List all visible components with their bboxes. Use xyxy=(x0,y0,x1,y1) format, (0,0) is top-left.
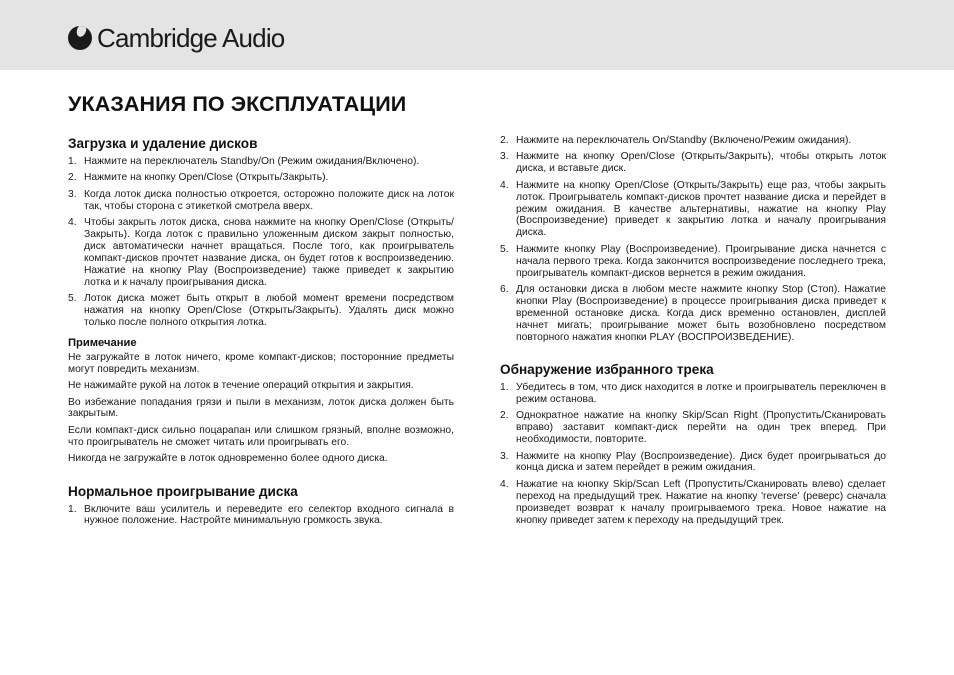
item-text: Однократное нажатие на кнопку Skip/Scan Right (Пропустить/Сканировать вправо) заставит компакт-диск перейти на один трек вперед. При необходимости, повторите. xyxy=(516,410,886,446)
item-text: Нажмите кнопку Play (Воспроизведение). Проигрывание диска начнется с начала первого трека. Когда закончится воспроизведение последнего трека, проигрыватель компакт-дисков вернется в режим ожидания. xyxy=(516,243,886,279)
item-number: 3. xyxy=(68,188,77,200)
list-item xyxy=(68,504,454,528)
item-text: Включите ваш усилитель и переведите его селектор входного сигнала в нужное положение. Настройте минимальную громкость звука. xyxy=(84,503,454,527)
item-text: Лоток диска может быть открыт в любой момент времени посредством нажатия на кнопку Open/Close (Открыть/Закрыть). Удалять диск можно только после полного открытия лотка. xyxy=(84,293,454,328)
note-paragraph: Если компакт-диск сильно поцарапан или слишком грязный, вполне возможно, что проигрыватель не сможет читать или проигрывать его. xyxy=(68,424,454,448)
list-item xyxy=(500,180,886,240)
list-item xyxy=(500,479,886,527)
list-item xyxy=(68,293,454,329)
item-number: 2. xyxy=(500,410,509,422)
item-number: 2. xyxy=(68,172,77,184)
item-number: 1. xyxy=(68,503,77,515)
item-text: Нажмите на переключатель On/Standby (Включено/Режим ожидания). xyxy=(516,135,852,146)
list-item xyxy=(500,151,886,175)
note-paragraph: Во избежание попадания грязи и пыли в механизм, лоток диска должен быть закрытым. xyxy=(68,396,454,420)
loading-steps-list xyxy=(68,156,454,329)
list-item xyxy=(68,189,454,213)
item-number: 6. xyxy=(500,283,509,295)
header-band xyxy=(0,0,954,70)
item-text: Для остановки диска в любом месте нажмите кнопку Stop (Стоп). Нажатие кнопки Play (Воспроизведение) в процессе проигрывания диска приведет к временной остановке диска. Когда диск временно остановлен, дисплей начнет мигать; проигрывание может быть возобновлено посредством повторного нажатия кнопки PLAY (ВОСПРОИЗВЕДЕНИЕ). xyxy=(516,283,886,343)
section-heading-loading: Загрузка и удаление дисков xyxy=(68,136,258,151)
page-title: УКАЗАНИЯ ПО ЭКСПЛУАТАЦИИ xyxy=(68,92,407,116)
item-number: 1. xyxy=(500,382,509,393)
left-column xyxy=(68,135,454,532)
item-number: 3. xyxy=(500,151,509,163)
item-text: Нажатие на кнопку Skip/Scan Left (Пропустить/Сканировать влево) сделает переход на предыдущий трек. Нажатие на кнопку 'reverse' (реверс) сначала произведет возврат к началу проигрываемого трека. Новое нажатие на кнопку приведет затем к переходу на предыдущий трек. xyxy=(516,478,886,526)
item-text: Убедитесь в том, что диск находится в лотке и проигрыватель переключен в режим останова. xyxy=(516,382,886,405)
item-text: Нажмите на кнопку Open/Close (Открыть/Закрыть). xyxy=(84,172,329,184)
item-number: 2. xyxy=(500,135,509,146)
list-item xyxy=(500,244,886,280)
item-text: Нажмите на кнопку Open/Close (Открыть/Закрыть), чтобы открыть лоток диска, и вставьте диск. xyxy=(516,151,886,175)
note-heading: Примечание xyxy=(68,336,137,349)
list-item xyxy=(68,172,454,184)
play-steps-list-right xyxy=(500,135,886,344)
note-paragraph: Никогда не загружайте в лоток одновременно более одного диска. xyxy=(68,453,388,465)
item-number: 5. xyxy=(500,243,509,255)
item-number: 3. xyxy=(500,450,509,462)
list-item xyxy=(500,410,886,446)
item-number: 4. xyxy=(500,478,509,490)
list-item xyxy=(68,217,454,288)
item-text: Нажмите на кнопку Play (Воспроизведение). Диск будет проигрываться до конца диска и затем перейдет в режим ожидания. xyxy=(516,450,886,474)
item-number: 4. xyxy=(68,217,77,229)
cambridge-audio-logo-icon xyxy=(68,26,92,50)
note-paragraph: Не нажимайте рукой на лоток в течение операций открытия и закрытия. xyxy=(68,380,414,392)
item-number: 5. xyxy=(68,293,77,305)
track-steps-list xyxy=(500,382,886,526)
item-number: 4. xyxy=(500,179,509,191)
item-number: 1. xyxy=(68,156,77,167)
list-item xyxy=(68,156,454,168)
play-steps-list-left xyxy=(68,504,454,528)
list-item xyxy=(500,451,886,475)
list-item xyxy=(500,382,886,406)
right-column xyxy=(500,135,886,531)
item-text: Нажмите на кнопку Open/Close (Открыть/Закрыть) еще раз, чтобы закрыть лоток. Проигрыватель компакт-дисков прочтет название диска и перейдет в режим ожидания. В качестве альтернативы, нажатие на кнопку Play (Воспроизведение) приведет к закрытию лотка и началу проигрывания диска. xyxy=(516,179,886,239)
section-heading-normal-play: Нормальное проигрывание диска xyxy=(68,483,298,499)
brand-logo xyxy=(68,22,284,54)
list-item xyxy=(500,135,886,147)
item-text: Чтобы закрыть лоток диска, снова нажмите на кнопку Open/Close (Открыть/Закрыть). Когда лоток с правильно уложенным диском закрыт полностью, диск автоматически начнет вращаться. После того, как проигрыватель компакт-дисков прочтет название диска, он будет готов к воспроизведению. Нажатие на кнопку Play (Воспроизведение) также приведет к закрытию лотка и к началу проигрывания диска. xyxy=(84,217,454,288)
list-item xyxy=(500,284,886,344)
note-paragraph: Не загружайте в лоток ничего, кроме компакт-дисков; посторонние предметы могут повредить механизм. xyxy=(68,351,454,375)
brand-name: Cambridge Audio xyxy=(97,23,285,53)
item-text: Когда лоток диска полностью откроется, осторожно положите диск на лоток так, чтобы сторона с этикеткой смотрела вверх. xyxy=(84,188,454,212)
item-text: Нажмите на переключатель Standby/On (Режим ожидания/Включено). xyxy=(84,156,420,167)
section-heading-track-search: Обнаружение избранного трека xyxy=(500,362,714,377)
